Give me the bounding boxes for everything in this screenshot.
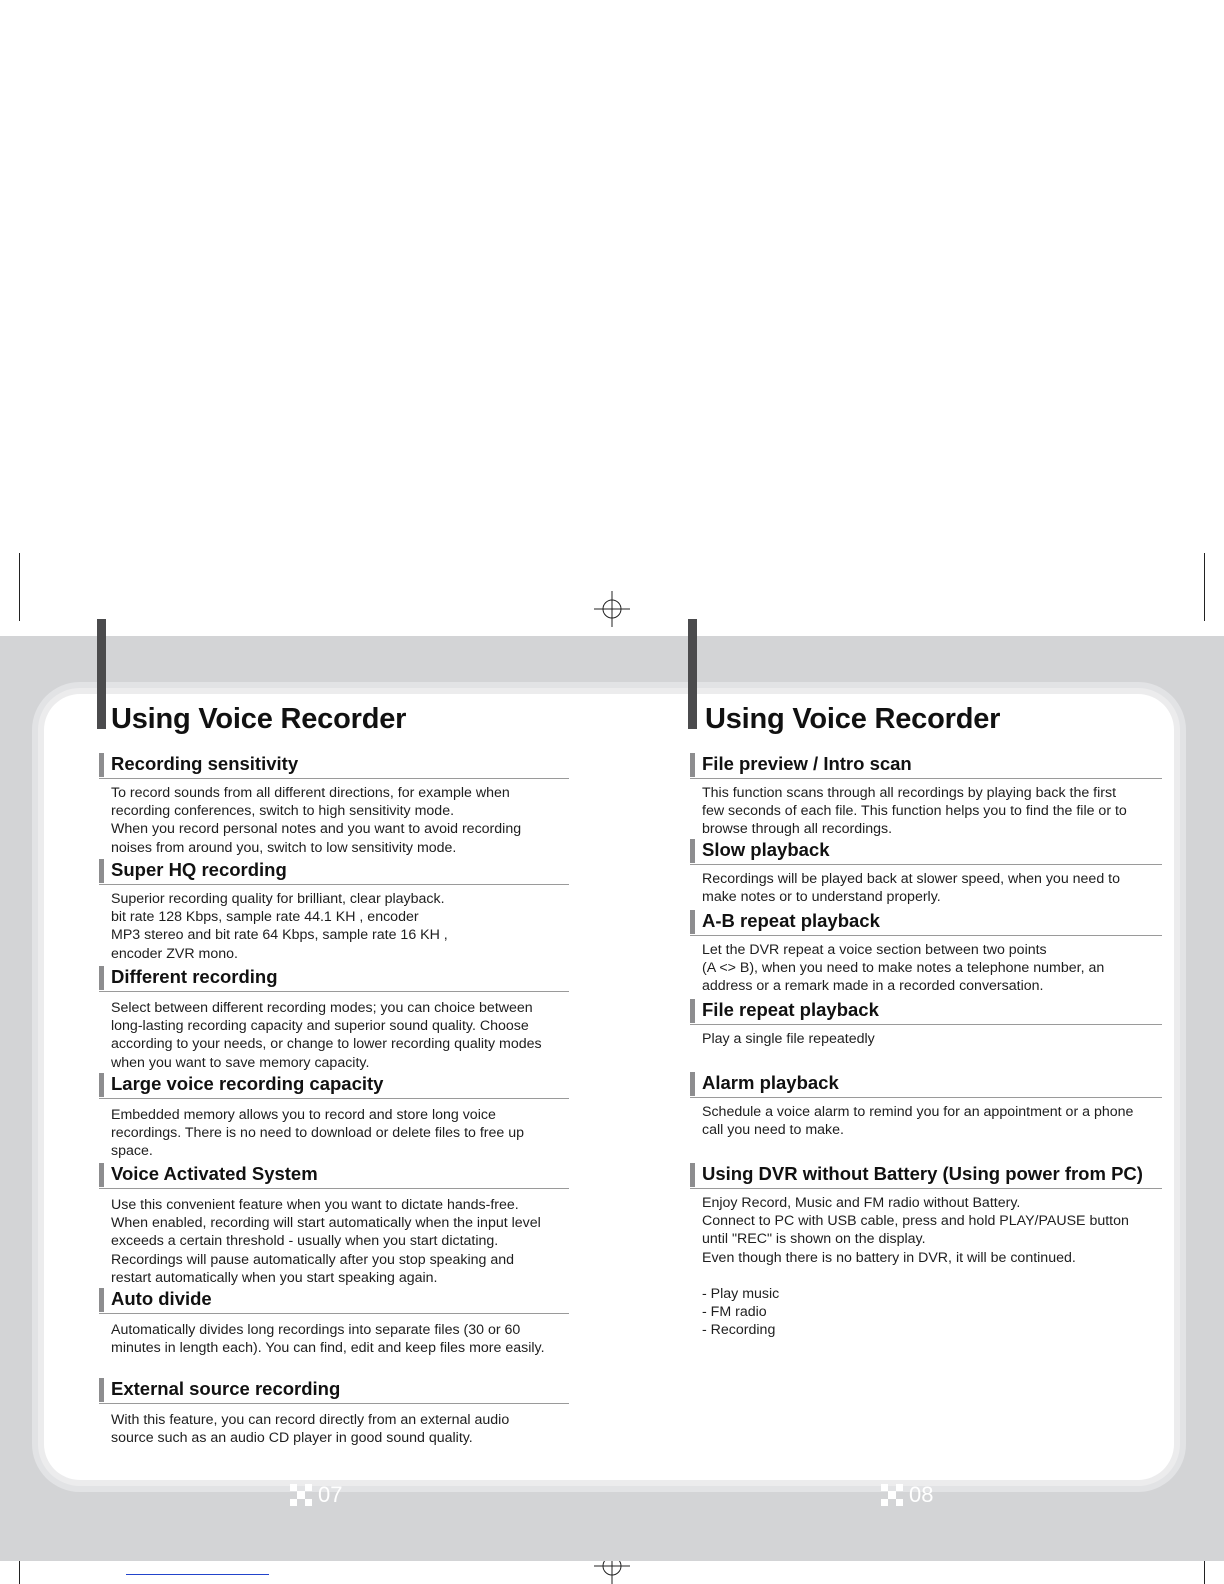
list-item: - Recording <box>702 1322 776 1339</box>
body-line: Automatically divides long recordings into separate files (30 or 60 <box>111 1322 521 1338</box>
body-line: noises from around you, switch to low sensitivity mode. <box>111 839 457 856</box>
list-item: - Play music <box>702 1285 780 1302</box>
body-line: Recordings will pause automatically after you stop speaking and <box>111 1251 514 1268</box>
section-body <box>690 1103 1162 1139</box>
section-tick <box>99 1073 104 1097</box>
section-tick <box>690 753 695 777</box>
blue-underline <box>126 1574 269 1575</box>
section-body <box>690 1194 1162 1339</box>
section-body <box>99 997 569 1072</box>
section-body <box>99 784 569 857</box>
section-tick <box>99 1378 104 1402</box>
body-line: With this feature, you can record directly from an external audio <box>111 1412 510 1428</box>
body-line: space. <box>111 1143 153 1160</box>
section-file-repeat-playback <box>690 998 1162 1071</box>
section-header <box>690 909 1162 936</box>
body-line: When enabled, recording will start automatically when the input level <box>111 1215 541 1232</box>
body-line: When you record personal notes and you want to avoid recording <box>111 821 522 838</box>
section-header <box>99 1377 569 1404</box>
body-line: Connect to PC with USB cable, press and hold PLAY/PAUSE button <box>702 1213 1129 1230</box>
section-tick <box>690 839 695 863</box>
body-line: Schedule a voice alarm to remind you for an appointment or a phone <box>702 1104 1134 1120</box>
section-alarm-playback <box>690 1071 1162 1162</box>
body-line: Superior recording quality for brilliant, clear playback. <box>111 891 445 907</box>
section-body <box>99 1104 569 1161</box>
section-body <box>690 941 1162 996</box>
left-page-number <box>290 1482 342 1508</box>
crop-mark-top-right <box>1204 553 1205 621</box>
section-body <box>690 784 1162 839</box>
section-a-b-repeat-playback <box>690 909 1162 998</box>
section-header <box>99 752 569 779</box>
body-line: (A <> B), when you need to make notes a telephone number, an <box>702 960 1105 977</box>
body-line: call you need to make. <box>702 1122 844 1139</box>
section-body <box>690 870 1162 906</box>
section-tick <box>99 1163 104 1187</box>
left-title-accent-bar <box>97 619 106 729</box>
body-line: Select between different recording modes; you can choice between <box>111 1000 533 1016</box>
section-title: Super HQ recording <box>111 859 287 880</box>
section-tick <box>99 966 104 990</box>
body-line-blank <box>702 1267 1162 1285</box>
body-line: bit rate 128 Kbps, sample rate 44.1 KH , encoder <box>111 909 419 926</box>
section-body <box>690 1030 1162 1048</box>
section-body <box>99 1319 569 1357</box>
section-title: Large voice recording capacity <box>111 1073 384 1094</box>
section-body <box>99 1194 569 1287</box>
right-page-title: Using Voice Recorder <box>705 703 1001 735</box>
section-tick <box>690 910 695 934</box>
body-line: This function scans through all recordings by playing back the first <box>702 785 1117 801</box>
body-line: Let the DVR repeat a voice section between two points <box>702 942 1047 958</box>
body-line: browse through all recordings. <box>702 821 893 838</box>
body-line: source such as an audio CD player in good sound quality. <box>111 1430 473 1447</box>
section-super-hq-recording <box>99 858 569 965</box>
section-title: Recording sensitivity <box>111 753 299 774</box>
section-recording-sensitivity <box>99 752 569 858</box>
section-auto-divide <box>99 1287 569 1377</box>
section-title: A-B repeat playback <box>702 910 880 931</box>
body-line: Recordings will be played back at slower speed, when you need to <box>702 871 1120 887</box>
section-header <box>99 965 569 992</box>
section-header <box>99 1162 569 1189</box>
section-header <box>99 1287 569 1314</box>
section-using-dvr-without-battery <box>690 1162 1162 1342</box>
section-header <box>690 838 1162 865</box>
section-title: Different recording <box>111 966 278 987</box>
section-tick <box>690 1163 695 1187</box>
body-line: Play a single file repeatedly <box>702 1031 875 1047</box>
section-header <box>99 1072 569 1099</box>
body-line: Enjoy Record, Music and FM radio without Battery. <box>702 1195 1021 1211</box>
section-tick <box>99 859 104 883</box>
page-number-text: 07 <box>318 1482 343 1507</box>
body-line: address or a remark made in a recorded conversation. <box>702 978 1044 995</box>
section-body <box>99 1409 569 1447</box>
body-line: encoder ZVR mono. <box>111 945 238 962</box>
body-line: long-lasting recording capacity and superior sound quality. Choose <box>111 1018 529 1035</box>
section-voice-activated-system <box>99 1162 569 1287</box>
section-tick <box>99 753 104 777</box>
section-title: File repeat playback <box>702 999 879 1020</box>
section-header <box>690 752 1162 779</box>
body-line: To record sounds from all different directions, for example when <box>111 785 510 801</box>
section-header <box>690 1071 1162 1098</box>
right-title-accent-bar <box>688 619 697 729</box>
section-title: Using DVR without Battery (Using power from PC) <box>702 1163 1143 1184</box>
body-line: according to your needs, or change to lower recording quality modes <box>111 1036 542 1053</box>
body-line: MP3 stereo and bit rate 64 Kbps, sample rate 16 KH , <box>111 927 448 944</box>
body-line: Even though there is no battery in DVR, it will be continued. <box>702 1249 1076 1266</box>
left-page-title: Using Voice Recorder <box>111 703 407 735</box>
section-large-voice-recording-capacity <box>99 1072 569 1162</box>
section-file-preview-intro-scan <box>690 752 1162 838</box>
crop-mark-top-left <box>19 553 20 621</box>
section-body <box>99 890 569 963</box>
section-header <box>99 858 569 885</box>
right-page-number <box>881 1482 933 1508</box>
section-different-recording <box>99 965 569 1072</box>
registration-mark-top-icon <box>594 591 630 627</box>
list-item: - FM radio <box>702 1304 767 1321</box>
body-line: Embedded memory allows you to record and store long voice <box>111 1107 496 1123</box>
left-column <box>99 752 569 1447</box>
section-title: Voice Activated System <box>111 1163 318 1184</box>
section-header <box>690 998 1162 1025</box>
section-slow-playback <box>690 838 1162 909</box>
section-tick <box>690 1072 695 1096</box>
checker-icon <box>290 1484 312 1506</box>
body-line: exceeds a certain threshold - usually when you start dictating. <box>111 1233 499 1250</box>
body-line: make notes or to understand properly. <box>702 889 941 906</box>
section-tick <box>99 1288 104 1312</box>
section-title: Alarm playback <box>702 1072 839 1093</box>
body-line: when you want to save memory capacity. <box>111 1054 370 1071</box>
section-header <box>690 1162 1162 1189</box>
section-title: Slow playback <box>702 839 830 860</box>
body-line: recordings. There is no need to download or delete files to free up <box>111 1125 525 1142</box>
page-number-text: 08 <box>909 1482 934 1507</box>
right-column <box>690 752 1162 1342</box>
section-tick <box>690 999 695 1023</box>
body-line: restart automatically when you start speaking again. <box>111 1269 438 1286</box>
body-line: recording conferences, switch to high sensitivity mode. <box>111 803 455 820</box>
section-title: Auto divide <box>111 1288 212 1309</box>
section-title: File preview / Intro scan <box>702 753 912 774</box>
section-external-source-recording <box>99 1377 569 1447</box>
body-line: few seconds of each file. This function helps you to find the file or to <box>702 803 1127 820</box>
body-line: until "REC" is shown on the display. <box>702 1231 926 1248</box>
body-line: Use this convenient feature when you want to dictate hands-free. <box>111 1197 519 1213</box>
checker-icon <box>881 1484 903 1506</box>
body-line: minutes in length each). You can find, edit and keep files more easily. <box>111 1340 545 1357</box>
section-title: External source recording <box>111 1378 341 1399</box>
